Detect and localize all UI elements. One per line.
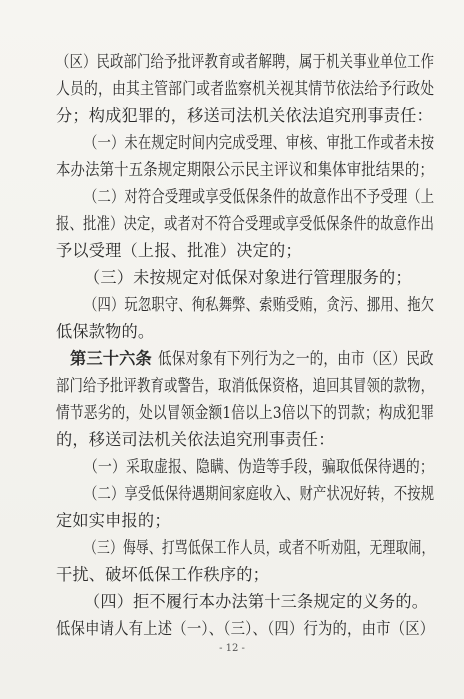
article-heading: 第三十六条 — [70, 349, 152, 368]
text-line: 低保对象有下列行为之一的，由市（区）民政 — [158, 349, 434, 368]
text-line: （区）民政部门给予批评教育或者解聘，属于机关事业单位工作 — [56, 52, 435, 71]
text-line: （二）享受低保待遇期间家庭收入、财产状况好转，不按规 — [84, 484, 435, 503]
text-line: （四）玩忽职守、徇私舞弊、索贿受贿，贪污、挪用、拖欠 — [84, 295, 435, 314]
text-line: （一）采取虚报、隐瞒、伪造等手段，骗取低保待遇的； — [84, 457, 434, 476]
text-line: 予以受理（上报、批准）决定的； — [56, 241, 302, 260]
text-line: （四）拒不履行本办法第十三条规定的义务的。 — [84, 592, 429, 611]
text-line: 情节恶劣的，处以冒领金额1倍以上3倍以下的罚款；构成犯罪 — [56, 403, 435, 422]
text-line: 分；构成犯罪的，移送司法机关依法追究刑事责任： — [56, 106, 433, 125]
text-line: （三）未按规定对低保对象进行管理服务的； — [84, 268, 412, 287]
text-line: 报、批准）决定，或者对不符合受理或享受低保条件的故意作出 — [56, 214, 435, 233]
text-line: 的，移送司法机关依法追究刑事责任： — [56, 430, 335, 449]
text-line: （三）侮辱、打骂低保工作人员，或者不听劝阻，无理取闹， — [84, 538, 435, 557]
text-line: 部门给予批评教育或警告，取消低保资格，追回其冒领的款物， — [56, 376, 435, 395]
text-line: 低保款物的。 — [56, 322, 155, 341]
text-line: 本办法第十五条规定期限公示民主评议和集体审批结果的； — [56, 160, 434, 179]
text-line: （一）未在规定时间内完成受理、审核、审批工作或者未按 — [84, 133, 435, 152]
text-line: 低保申请人有上述（一）、（三）、（四）行为的，由市（区） — [56, 619, 435, 638]
page-number: - 12 - — [219, 643, 245, 654]
text-line: （二）对符合受理或享受低保条件的故意作出不予受理（上 — [84, 187, 435, 206]
text-line: 干扰、破坏低保工作秩序的； — [56, 565, 270, 584]
text-line: 人员的，由其主管部门或者监察机关视其情节依法给予行政处 — [56, 79, 435, 98]
text-line: 定如实申报的； — [56, 511, 171, 530]
